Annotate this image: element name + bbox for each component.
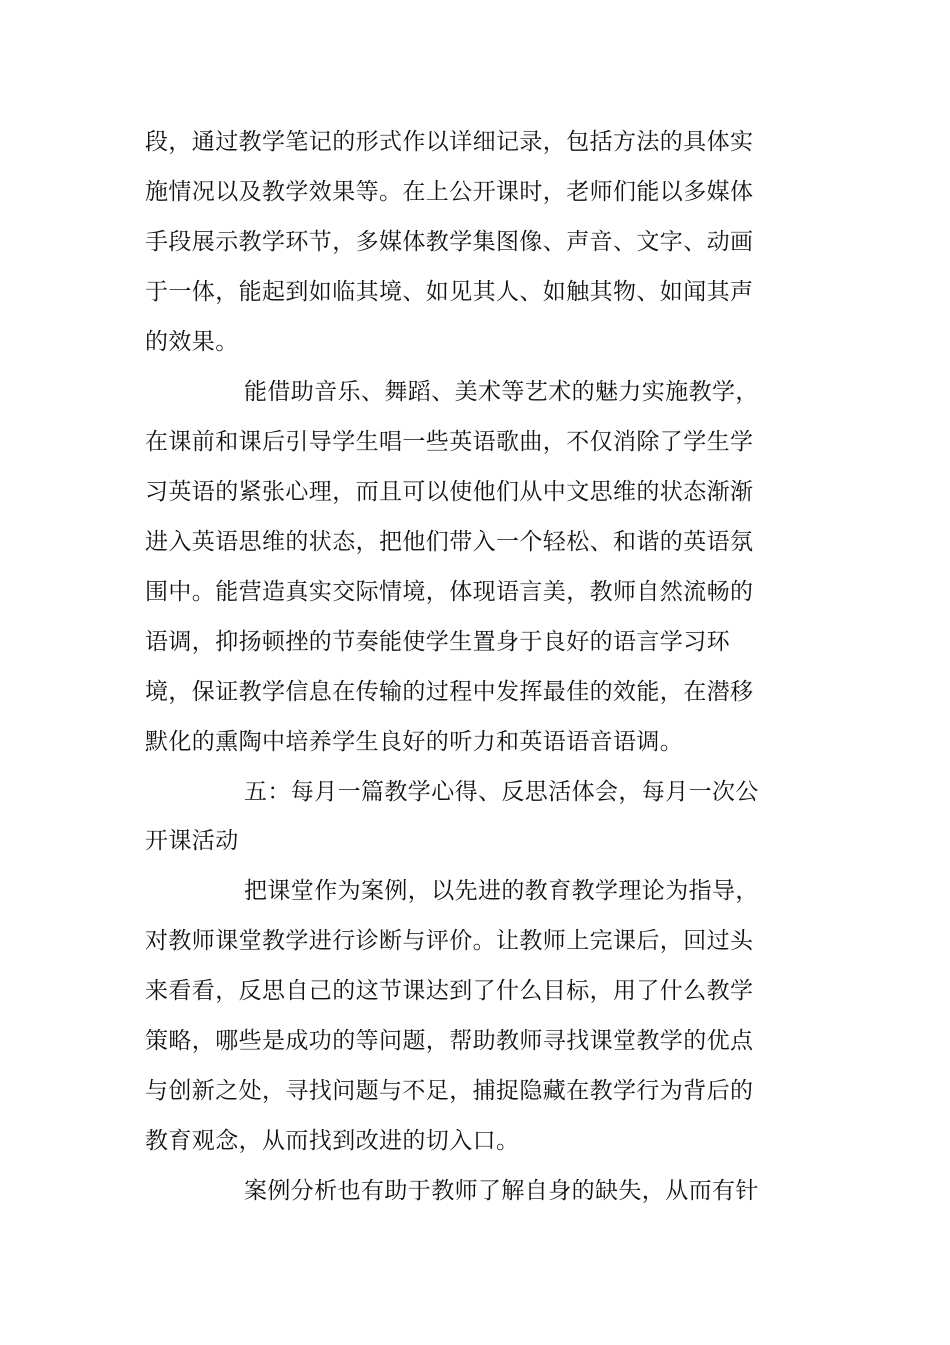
paragraph-start-line: 能借助音乐、舞蹈、美术等艺术的魅力实施教学，	[244, 379, 759, 405]
section-heading-line: 开课活动	[145, 828, 239, 854]
text-line: 习英语的紧张心理，而且可以使他们从中文思维的状态渐渐	[145, 479, 754, 505]
paragraph-start-line: 把课堂作为案例，以先进的教育教学理论为指导，	[244, 878, 759, 904]
text-line: 的效果。	[145, 329, 239, 355]
text-line: 对教师课堂教学进行诊断与评价。让教师上完课后，回过头	[145, 928, 754, 954]
text-line: 施情况以及教学效果等。在上公开课时，老师们能以多媒体	[145, 179, 754, 205]
text-line: 境，保证教学信息在传输的过程中发挥最佳的效能，在潜移	[145, 679, 754, 705]
text-line: 语调，抑扬顿挫的节奏能使学生置身于良好的语言学习环	[145, 629, 730, 655]
text-line: 进入英语思维的状态，把他们带入一个轻松、和谐的英语氛	[145, 529, 754, 555]
paragraph-start-line: 案例分析也有助于教师了解自身的缺失，从而有针	[244, 1178, 759, 1204]
section-heading-line: 五：每月一篇教学心得、反思活体会，每月一次公	[244, 779, 759, 805]
text-line: 在课前和课后引导学生唱一些英语歌曲，不仅消除了学生学	[145, 429, 754, 455]
text-line: 于一体，能起到如临其境、如见其人、如触其物、如闻其声	[145, 279, 754, 305]
text-line: 默化的熏陶中培养学生良好的听力和英语语音语调。	[145, 729, 684, 755]
text-line: 教育观念，从而找到改进的切入口。	[145, 1128, 520, 1154]
text-line: 手段展示教学环节，多媒体教学集图像、声音、文字、动画	[145, 229, 754, 255]
text-line: 来看看，反思自己的这节课达到了什么目标，用了什么教学	[145, 978, 754, 1004]
text-line: 围中。能营造真实交际情境，体现语言美，教师自然流畅的	[145, 579, 754, 605]
text-line: 段，通过教学笔记的形式作以详细记录，包括方法的具体实	[145, 129, 754, 155]
text-line: 与创新之处，寻找问题与不足，捕捉隐藏在教学行为背后的	[145, 1078, 754, 1104]
text-line: 策略，哪些是成功的等问题，帮助教师寻找课堂教学的优点	[145, 1028, 754, 1054]
